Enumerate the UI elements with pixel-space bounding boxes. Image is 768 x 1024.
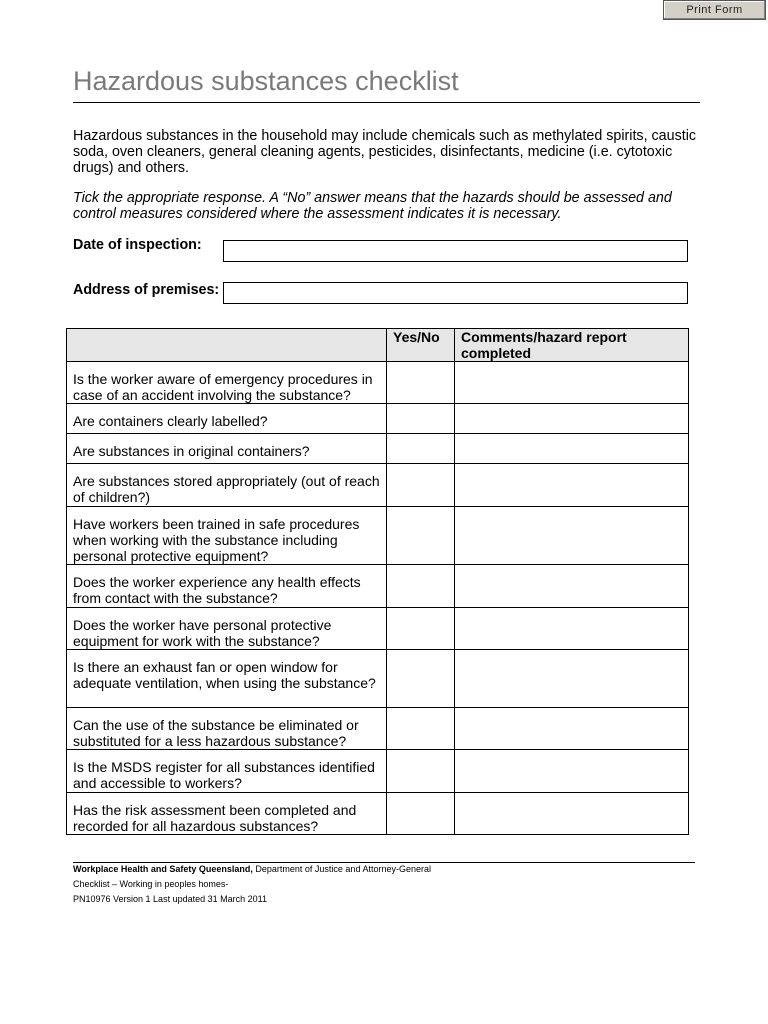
- table-row: [67, 362, 689, 404]
- yes-no-cell[interactable]: [387, 362, 455, 404]
- table-row: [67, 404, 689, 434]
- print-form-button[interactable]: Print Form: [663, 0, 766, 20]
- header-question: [67, 329, 387, 362]
- date-label: Date of inspection:: [73, 237, 202, 253]
- footer-line-2: Checklist – Working in peoples homes-: [73, 879, 229, 889]
- footer-line-1: [73, 862, 431, 877]
- question-cell: Is there an exhaust fan or open window for adequate ventilation, when using the substance?: [67, 650, 387, 708]
- comments-cell[interactable]: [455, 464, 689, 507]
- table-row: [67, 565, 689, 608]
- comments-cell[interactable]: [455, 404, 689, 434]
- header-yes-no: Yes/No: [387, 329, 455, 362]
- question-cell: Is the MSDS register for all substances identified and accessible to workers?: [67, 750, 387, 793]
- question-cell: Does the worker experience any health effects from contact with the substance?: [67, 565, 387, 608]
- yes-no-cell[interactable]: [387, 750, 455, 793]
- question-cell: Has the risk assessment been completed and recorded for all hazardous substances?: [67, 793, 387, 835]
- comments-cell[interactable]: [455, 565, 689, 608]
- comments-cell[interactable]: [455, 793, 689, 835]
- question-cell: Have workers been trained in safe procedures when working with the substance including personal protective equipment?: [67, 507, 387, 565]
- address-of-premises-field[interactable]: [223, 282, 688, 304]
- yes-no-cell[interactable]: [387, 708, 455, 750]
- question-cell: Is the worker aware of emergency procedures in case of an accident involving the substance?: [67, 362, 387, 404]
- table-row: [67, 750, 689, 793]
- footer: [73, 862, 431, 907]
- yes-no-cell[interactable]: [387, 507, 455, 565]
- header-comments: Comments/hazard report completed: [455, 329, 689, 362]
- date-of-inspection-field[interactable]: [223, 240, 688, 262]
- table-row: [67, 434, 689, 464]
- intro-paragraph: Hazardous substances in the household may include chemicals such as methylated spirits, caustic soda, oven cleaners, general cleaning agents, pesticides, disinfectants, medicine (i.e. cytotoxic drugs) and others.: [73, 128, 697, 176]
- question-cell: Are substances stored appropriately (out of reach of children?): [67, 464, 387, 507]
- footer-line-3: PN10976 Version 1 Last updated 31 March 2011: [73, 894, 267, 904]
- yes-no-cell[interactable]: [387, 464, 455, 507]
- table-row: [67, 793, 689, 835]
- address-label: Address of premises:: [73, 282, 220, 298]
- title-divider: [73, 102, 700, 103]
- comments-cell[interactable]: [455, 608, 689, 650]
- footer-dept: Department of Justice and Attorney-General: [252, 864, 431, 874]
- yes-no-cell[interactable]: [387, 608, 455, 650]
- table-header-row: [67, 329, 689, 362]
- yes-no-cell[interactable]: [387, 404, 455, 434]
- yes-no-cell[interactable]: [387, 793, 455, 835]
- yes-no-cell[interactable]: [387, 565, 455, 608]
- question-cell: Are containers clearly labelled?: [67, 404, 387, 434]
- question-cell: Are substances in original containers?: [67, 434, 387, 464]
- footer-org: Workplace Health and Safety Queensland,: [73, 864, 253, 874]
- table-row: [67, 650, 689, 708]
- yes-no-cell[interactable]: [387, 650, 455, 708]
- table-row: [67, 464, 689, 507]
- comments-cell[interactable]: [455, 708, 689, 750]
- checklist-table: [66, 328, 689, 835]
- question-cell: Does the worker have personal protective equipment for work with the substance?: [67, 608, 387, 650]
- table-row: [67, 608, 689, 650]
- instruction-paragraph: Tick the appropriate response. A “No” answer means that the hazards should be assessed and control measures considered where the assessment indicates it is necessary.: [73, 190, 672, 222]
- page-title: Hazardous substances checklist: [73, 66, 459, 96]
- table-row: [67, 708, 689, 750]
- comments-cell[interactable]: [455, 650, 689, 708]
- table-row: [67, 507, 689, 565]
- yes-no-cell[interactable]: [387, 434, 455, 464]
- comments-cell[interactable]: [455, 750, 689, 793]
- comments-cell[interactable]: [455, 507, 689, 565]
- comments-cell[interactable]: [455, 362, 689, 404]
- comments-cell[interactable]: [455, 434, 689, 464]
- question-cell: Can the use of the substance be eliminated or substituted for a less hazardous substance?: [67, 708, 387, 750]
